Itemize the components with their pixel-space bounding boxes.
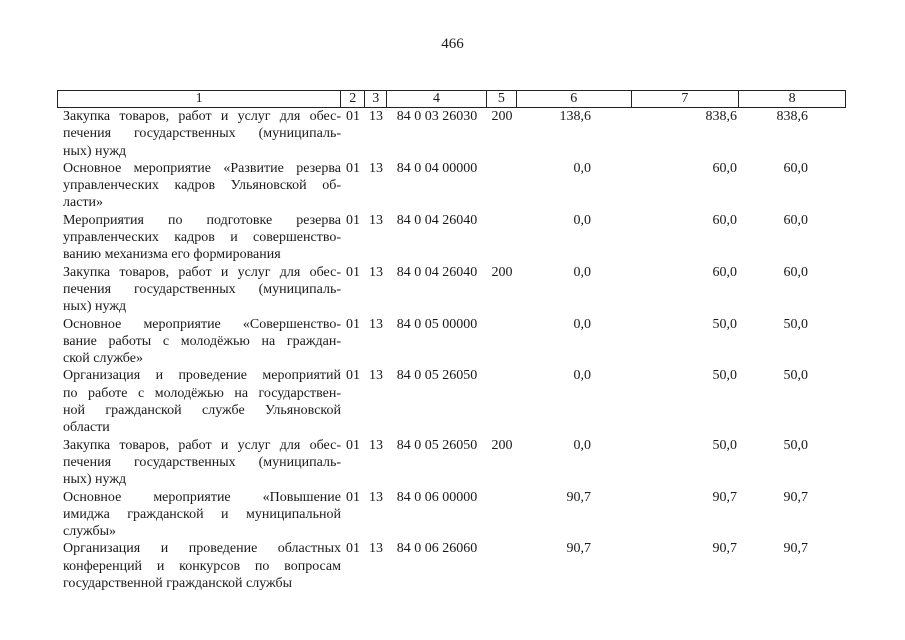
cell-c6: 138,6 xyxy=(559,109,591,124)
cell-c6: 0,0 xyxy=(573,160,591,176)
cell-c8: 60,0 xyxy=(783,264,808,280)
column-header-3: 3 xyxy=(365,91,387,107)
cell-c8: 50,0 xyxy=(783,437,808,453)
cell-c5: 200 xyxy=(491,264,513,280)
cell-c7: 60,0 xyxy=(712,160,737,176)
cell-c4: 84 0 04 26040 xyxy=(396,264,478,280)
row-name-line: ной гражданской службе Ульяновской xyxy=(63,403,341,419)
cell-c3: 13 xyxy=(369,264,383,280)
row-name-line: Основное мероприятие «Совершенство- xyxy=(63,316,341,332)
cell-c7: 50,0 xyxy=(712,316,737,332)
cell-c3: 13 xyxy=(369,316,383,332)
cell-c4: 84 0 05 26050 xyxy=(396,368,478,384)
cell-c4: 84 0 06 00000 xyxy=(396,489,478,505)
cell-c4: 84 0 04 26040 xyxy=(396,212,478,228)
cell-c5 xyxy=(487,212,517,264)
row-name xyxy=(57,489,341,541)
row-name-line: ных) нужд xyxy=(63,472,127,488)
cell-c6: 0,0 xyxy=(573,264,591,280)
page-number: 466 xyxy=(441,36,464,52)
row-name-line: Организация и проведение областных xyxy=(63,541,341,557)
row-name-line: Организация и проведение мероприятий xyxy=(63,368,341,384)
cell-c2: 01 xyxy=(346,489,360,505)
row-name-line: области xyxy=(63,420,110,436)
cell-c7: 50,0 xyxy=(712,368,737,384)
cell-c3: 13 xyxy=(369,437,383,453)
row-name xyxy=(57,160,341,212)
row-name-line: по работе с молодёжью на государствен- xyxy=(63,385,341,401)
cell-c2: 01 xyxy=(346,437,360,453)
cell-c8: 838,6 xyxy=(776,109,808,124)
cell-c7: 90,7 xyxy=(712,489,737,505)
row-name-line: Закупка товаров, работ и услуг для обес- xyxy=(63,437,341,453)
row-name-line: Мероприятия по подготовке резерва xyxy=(63,212,341,228)
cell-c5 xyxy=(487,367,517,436)
row-name-line: государственной гражданской службы xyxy=(63,576,293,592)
cell-c4: 84 0 05 26050 xyxy=(396,437,478,453)
table-row xyxy=(57,264,846,316)
row-name-line: вание работы с молодёжью на граждан- xyxy=(63,333,341,349)
cell-c3: 13 xyxy=(369,489,383,505)
cell-c7: 50,0 xyxy=(712,437,737,453)
row-name-line: имиджа гражданской и муниципальной xyxy=(63,506,341,522)
cell-c4: 84 0 06 26060 xyxy=(396,541,478,557)
cell-c6: 90,7 xyxy=(566,489,591,505)
cell-c2: 01 xyxy=(346,368,360,384)
cell-c4: 84 0 05 00000 xyxy=(396,316,478,332)
cell-c6: 0,0 xyxy=(573,368,591,384)
cell-c7: 838,6 xyxy=(705,109,737,124)
table-header xyxy=(57,90,846,108)
column-header-2: 2 xyxy=(341,91,365,107)
table-row xyxy=(57,437,846,489)
row-name-line: ных) нужд xyxy=(63,299,127,315)
table-row xyxy=(57,108,846,160)
row-name xyxy=(57,316,341,368)
cell-c2: 01 xyxy=(346,264,360,280)
row-name-line: управленческих кадров Ульяновской об- xyxy=(63,178,341,194)
row-name-line: печения государственных (муниципаль- xyxy=(63,281,341,297)
row-name-line: Закупка товаров, работ и услуг для обес- xyxy=(63,109,341,124)
row-name-line: службы» xyxy=(63,524,117,540)
cell-c3: 13 xyxy=(369,212,383,228)
cell-c8: 60,0 xyxy=(783,212,808,228)
cell-c6: 90,7 xyxy=(566,541,591,557)
row-name-line: конференций и конкурсов по вопросам xyxy=(63,558,341,574)
column-header-7: 7 xyxy=(632,91,740,107)
cell-c8: 50,0 xyxy=(783,368,808,384)
row-name-line: Основное мероприятие «Повышение xyxy=(63,489,341,505)
row-name-line: ванию механизма его формирования xyxy=(63,247,281,263)
column-header-4: 4 xyxy=(387,91,487,107)
cell-c4: 84 0 03 26030 xyxy=(396,109,478,124)
cell-c8: 50,0 xyxy=(783,316,808,332)
cell-c8: 60,0 xyxy=(783,160,808,176)
column-header-1: 1 xyxy=(58,91,341,107)
cell-c6: 0,0 xyxy=(573,316,591,332)
table-row xyxy=(57,316,846,368)
table-row xyxy=(57,160,846,212)
table-row xyxy=(57,540,846,592)
row-name xyxy=(57,437,341,489)
cell-c7: 60,0 xyxy=(712,264,737,280)
cell-c5 xyxy=(487,160,517,212)
cell-c2: 01 xyxy=(346,160,360,176)
row-name xyxy=(57,540,341,592)
cell-c3: 13 xyxy=(369,368,383,384)
row-name-line: печения государственных (муниципаль- xyxy=(63,126,341,142)
row-name xyxy=(57,212,341,264)
column-header-6: 6 xyxy=(517,91,632,107)
cell-c3: 13 xyxy=(369,541,383,557)
cell-c2: 01 xyxy=(346,316,360,332)
row-name-line: управленческих кадров и совершенство- xyxy=(63,230,341,246)
cell-c7: 60,0 xyxy=(712,212,737,228)
row-name-line: Закупка товаров, работ и услуг для обес- xyxy=(63,264,341,280)
table-row xyxy=(57,212,846,264)
cell-c5 xyxy=(487,540,517,592)
column-header-8: 8 xyxy=(788,91,796,106)
row-name-line: печения государственных (муниципаль- xyxy=(63,454,341,470)
row-name-line: ской службе» xyxy=(63,351,143,367)
table-body xyxy=(57,108,846,592)
cell-c5: 200 xyxy=(491,437,513,453)
row-name-line: ласти» xyxy=(63,195,104,211)
row-name-line: ных) нужд xyxy=(63,143,127,159)
cell-c8: 90,7 xyxy=(783,541,808,557)
cell-c8: 90,7 xyxy=(783,489,808,505)
cell-c2: 01 xyxy=(346,212,360,228)
cell-c2: 01 xyxy=(346,541,360,557)
cell-c6: 0,0 xyxy=(573,437,591,453)
table-row xyxy=(57,367,846,436)
cell-c5 xyxy=(487,489,517,541)
cell-c3: 13 xyxy=(369,160,383,176)
column-header-5: 5 xyxy=(487,91,517,107)
row-name-line: Основное мероприятие «Развитие резерва xyxy=(63,160,341,176)
row-name xyxy=(57,108,341,160)
table-row xyxy=(57,489,846,541)
cell-c5: 200 xyxy=(491,109,513,124)
cell-c7: 90,7 xyxy=(712,541,737,557)
cell-c3: 13 xyxy=(369,109,383,124)
cell-c4: 84 0 04 00000 xyxy=(396,160,478,176)
cell-c6: 0,0 xyxy=(573,212,591,228)
cell-c2: 01 xyxy=(346,109,360,124)
row-name xyxy=(57,367,341,436)
cell-c5 xyxy=(487,316,517,368)
row-name xyxy=(57,264,341,316)
